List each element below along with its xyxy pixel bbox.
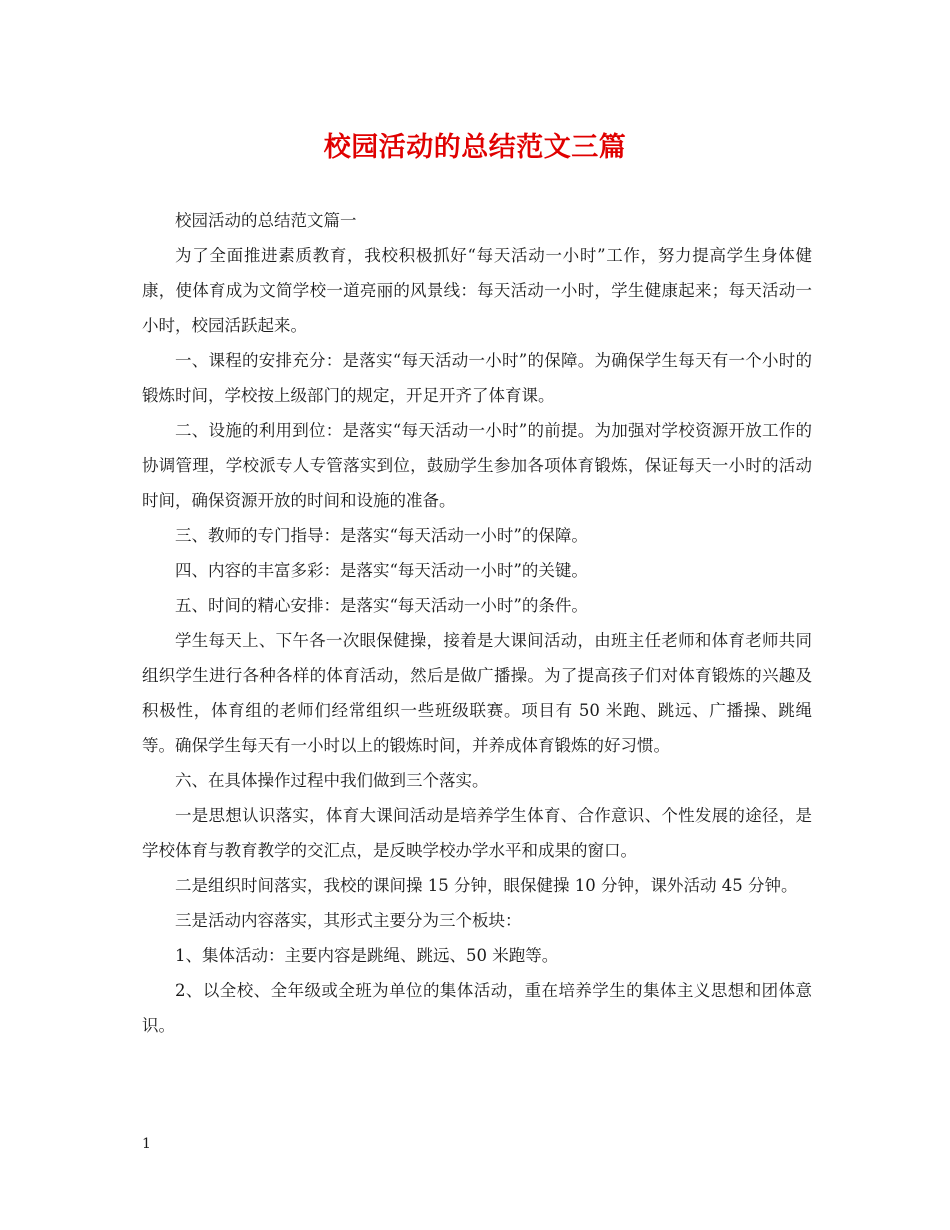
page-number: 1 xyxy=(142,1136,151,1152)
paragraph-implementation-3: 三是活动内容落实，其形式主要分为三个板块： xyxy=(175,911,522,930)
section-heading: 校园活动的总结范文篇一 xyxy=(175,211,357,230)
paragraph-implementation-2: 二是组织时间落实，我校的课间操 15 分钟，眼保健操 10 分钟，课外活动 45 分钟。 xyxy=(175,876,798,895)
paragraph-point-1: 一、课程的安排充分：是落实“每天活动一小时”的保障。为确保学生每天有一个小时的锻炼时间，学校按上级部门的规定，开足开齐了体育课。 xyxy=(142,351,812,405)
paragraph-point-2: 二、设施的利用到位：是落实“每天活动一小时”的前提。为加强对学校资源开放工作的协调管理，学校派专人专管落实到位，鼓励学生参加各项体育锻炼，保证每天一小时的活动时间，确保资源开放的时间和设施的准备。 xyxy=(142,421,812,510)
paragraph-point-5: 五、时间的精心安排：是落实“每天活动一小时”的条件。 xyxy=(175,596,588,615)
paragraph-item-1: 1、集体活动：主要内容是跳绳、跳远、50 米跑等。 xyxy=(175,946,559,965)
document-body xyxy=(142,203,812,1043)
paragraph-intro: 为了全面推进素质教育，我校积极抓好“每天活动一小时”工作，努力提高学生身体健康，使体育成为文简学校一道亮丽的风景线：每天活动一小时，学生健康起来；每天活动一小时，校园活跃起来。 xyxy=(142,246,812,335)
paragraph-item-2: 2、以全校、全年级或全班为单位的集体活动，重在培养学生的集体主义思想和团体意识。 xyxy=(142,981,812,1035)
paragraph-point-4: 四、内容的丰富多彩：是落实“每天活动一小时”的关键。 xyxy=(175,561,588,580)
paragraph-point-3: 三、教师的专门指导：是落实“每天活动一小时”的保障。 xyxy=(175,526,588,545)
paragraph-point-6: 六、在具体操作过程中我们做到三个落实。 xyxy=(175,771,489,790)
paragraph-daily-activities: 学生每天上、下午各一次眼保健操，接着是大课间活动，由班主任老师和体育老师共同组织学生进行各种各样的体育活动，然后是做广播操。为了提高孩子们对体育锻炼的兴趣及积极性，体育组的老师们经常组织一些班级联赛。项目有 50 米跑、跳远、广播操、跳绳等。确保学生每天有一小时以上的锻炼时间，并养成体育锻炼的好习惯。 xyxy=(142,631,812,755)
document-title: 校园活动的总结范文三篇 xyxy=(323,132,627,163)
paragraph-implementation-1: 一是思想认识落实，体育大课间活动是培养学生体育、合作意识、个性发展的途径，是学校体育与教育教学的交汇点，是反映学校办学水平和成果的窗口。 xyxy=(142,806,812,860)
